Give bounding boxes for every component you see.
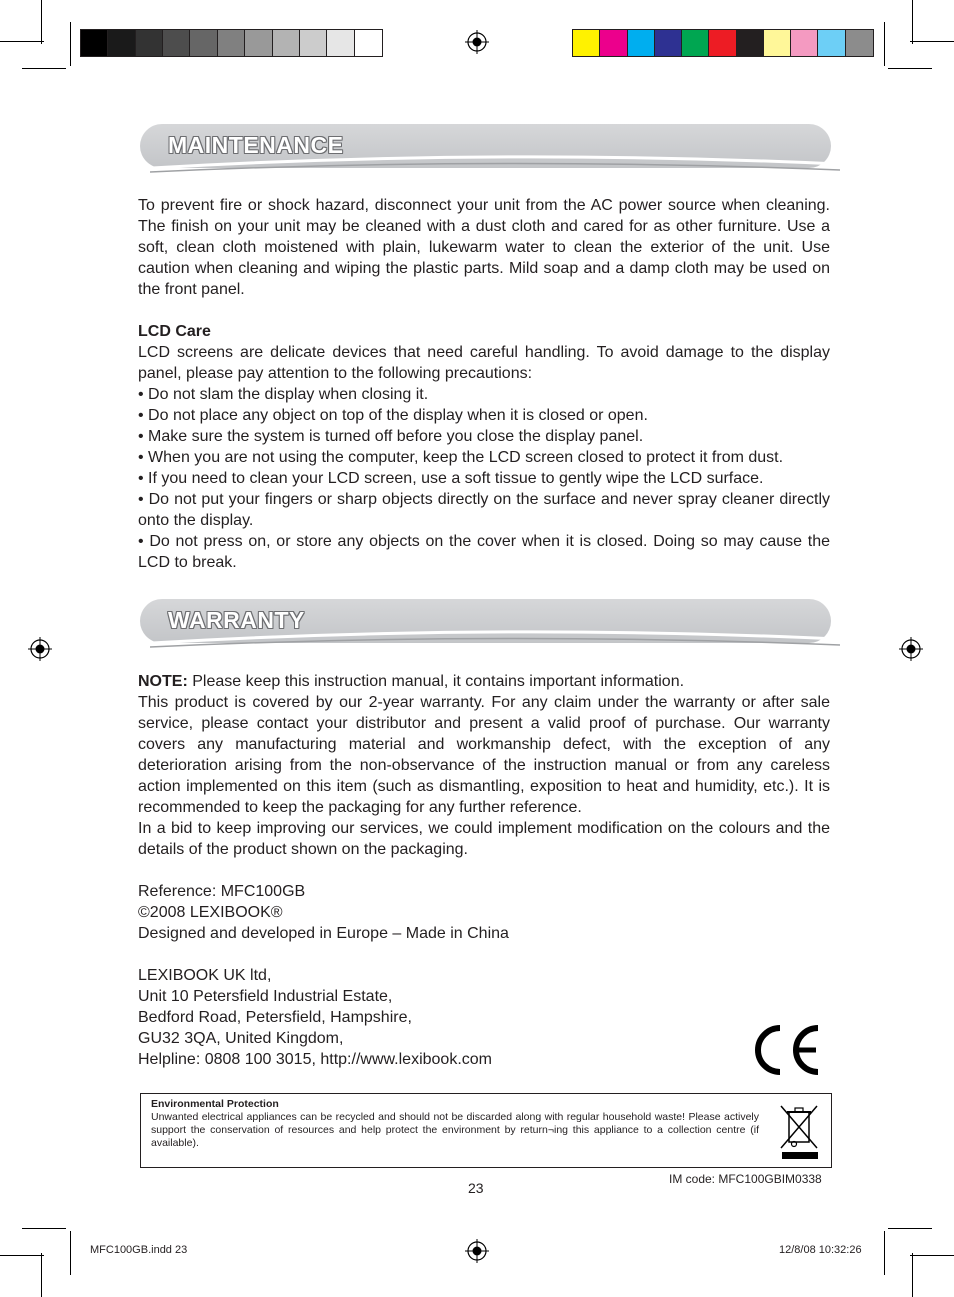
- color-swatch: [136, 30, 163, 56]
- color-swatch: [682, 30, 709, 56]
- copyright: ©2008 LEXIBOOK®: [138, 904, 283, 921]
- address-line: Unit 10 Petersfield Industrial Estate,: [138, 988, 393, 1005]
- color-swatch: [218, 30, 245, 56]
- color-swatch: [108, 30, 135, 56]
- address-line: GU32 3QA, United Kingdom,: [138, 1030, 344, 1047]
- color-swatch: [273, 30, 300, 56]
- list-item: • Make sure the system is turned off before you close the display panel.: [138, 428, 644, 445]
- crop-mark: [912, 1253, 913, 1297]
- registration-mark-icon: [465, 30, 489, 54]
- color-swatch: [573, 30, 600, 56]
- color-swatch: [600, 30, 627, 56]
- slug-date: 12/8/08 10:32:26: [779, 1244, 862, 1256]
- crop-mark: [884, 1231, 885, 1275]
- color-swatch: [846, 30, 873, 56]
- color-swatch: [300, 30, 327, 56]
- color-swatch: [818, 30, 845, 56]
- color-swatch: [163, 30, 190, 56]
- crop-mark: [22, 68, 66, 69]
- color-swatch-bar: [572, 29, 874, 57]
- list-item: • Do not press on, or store any objects on the cover when it is closed. Doing so may cause the LCD to break.: [138, 533, 830, 571]
- crop-mark: [888, 1228, 932, 1229]
- crop-mark: [884, 22, 885, 66]
- designed-line: Designed and developed in Europe – Made in China: [138, 925, 509, 942]
- crossed-out-wheelie-bin-icon: [779, 1102, 821, 1162]
- color-swatch: [81, 30, 108, 56]
- crop-mark: [888, 68, 932, 69]
- crop-mark: [910, 1255, 954, 1256]
- reference: Reference: MFC100GB: [138, 883, 306, 900]
- warranty-text-2: In a bid to keep improving our services, we could implement modification on the colours and the details of the product shown on the packaging.: [138, 820, 830, 858]
- crop-mark: [912, 0, 913, 44]
- warranty-header: [140, 599, 831, 647]
- list-item: • Do not slam the display when closing it.: [138, 386, 429, 403]
- environmental-protection-box: [140, 1093, 832, 1168]
- list-item: • If you need to clean your LCD screen, use a soft tissue to gently wipe the LCD surface.: [138, 470, 764, 487]
- im-code: IM code: MFC100GBIM0338: [669, 1172, 822, 1186]
- list-item: • Do not place any object on top of the display when it is closed or open.: [138, 407, 648, 424]
- crop-mark: [22, 1228, 66, 1229]
- address-line: LEXIBOOK UK ltd,: [138, 967, 272, 984]
- maintenance-intro: To prevent fire or shock hazard, disconnect your unit from the AC power source when cleaning. The finish on your unit may be cleaned with a dust cloth and cared for as other furniture. Use a soft, clean cloth moistened with plain, lukewarm water to clean the exterior of the unit. Use caution when cleaning and wiping the plastic parts. Mild soap and a damp cloth may be used on the front panel.: [138, 197, 830, 298]
- warranty-note: [138, 671, 830, 692]
- maintenance-header: [140, 124, 831, 172]
- crop-mark: [41, 1253, 42, 1297]
- list-item: • Do not put your fingers or sharp objects directly on the surface and never spray cleaner directly onto the display.: [138, 491, 830, 529]
- registration-mark-icon: [899, 637, 923, 661]
- environment-text: Unwanted electrical appliances can be recycled and should not be discarded along with regular household waste! Please actively support the conservation of resources and help protect the environment by return¬ing this appliance to a collection centre (if available).: [151, 1111, 759, 1149]
- lcd-care-intro: LCD screens are delicate devices that need careful handling. To avoid damage to the display panel, please pay attention to the following precautions:: [138, 344, 830, 382]
- color-swatch: [245, 30, 272, 56]
- color-swatch: [327, 30, 354, 56]
- crop-mark: [0, 1255, 44, 1256]
- crop-mark: [910, 41, 954, 42]
- crop-mark: [41, 0, 42, 44]
- crop-mark: [0, 41, 44, 42]
- note-label: NOTE:: [138, 673, 188, 690]
- color-swatch: [791, 30, 818, 56]
- crop-mark: [70, 22, 71, 66]
- page-number: 23: [468, 1180, 484, 1196]
- color-swatch: [764, 30, 791, 56]
- color-swatch: [709, 30, 736, 56]
- color-swatch: [190, 30, 217, 56]
- section-title: MAINTENANCE: [168, 132, 344, 158]
- lcd-care-heading: LCD Care: [138, 323, 211, 340]
- warranty-body: [138, 671, 830, 1070]
- registration-mark-icon: [28, 637, 52, 661]
- registration-mark-icon: [465, 1239, 489, 1263]
- color-swatch: [628, 30, 655, 56]
- color-swatch: [355, 30, 382, 56]
- address-line: Bedford Road, Petersfield, Hampshire,: [138, 1009, 412, 1026]
- environment-heading: Environmental Protection: [151, 1098, 279, 1110]
- warranty-text: This product is covered by our 2-year warranty. For any claim under the warranty or after sale service, please contact your distributor and present a valid proof of purchase. Our warranty covers any manufacturing material and workmanship defect, with the exception of any deterioration arising from the non-observance of the instruction manual or from any careless action implemented on this item (such as dismantling, exposition to heat and humidity, etc.). It is recommended to keep the packaging for any further reference.: [138, 694, 830, 816]
- note-text: Please keep this instruction manual, it contains important information.: [187, 673, 685, 690]
- grey-swatch-bar: [80, 29, 383, 57]
- color-swatch: [737, 30, 764, 56]
- slug-file: MFC100GB.indd 23: [90, 1244, 188, 1256]
- color-swatch: [655, 30, 682, 56]
- helpline: Helpline: 0808 100 3015, http://www.lexibook.com: [138, 1051, 492, 1068]
- crop-mark: [70, 1231, 71, 1275]
- section-title: WARRANTY: [168, 607, 305, 633]
- ce-mark-icon: [748, 1022, 822, 1078]
- list-item: • When you are not using the computer, keep the LCD screen closed to protect it from dust.: [138, 449, 784, 466]
- maintenance-body: [138, 195, 830, 573]
